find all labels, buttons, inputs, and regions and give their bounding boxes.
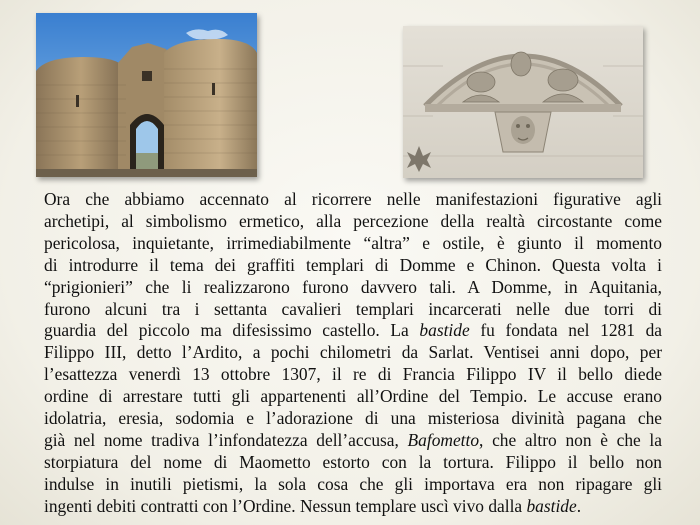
text-line: [44, 299, 662, 321]
text-run: l’esattezza venerdì 13 ottobre 1307, il re di Francia Filippo IV il bello diede: [44, 364, 662, 385]
text-line: [44, 452, 662, 474]
text-line: [44, 430, 662, 452]
templar-relief-photo: [403, 26, 643, 178]
italic-term: Bafometto: [407, 429, 480, 450]
text-run: , che altro non è che la: [479, 429, 662, 450]
text-run: archetipi, al simbolismo ermetico, alla percezione della realtà circostante come: [44, 210, 662, 231]
text-run: indulse in inutili pietismi, la sola cosa che gli importava era non ripagare gli: [44, 473, 662, 494]
italic-term: bastide: [419, 320, 470, 341]
text-run: storpiatura del nome di Maometto estorto con la tortura. Filippo il bello non: [44, 451, 662, 472]
text-line: [44, 364, 662, 386]
text-line: [44, 320, 662, 342]
castle-gate-photo: [36, 13, 257, 177]
text-run: guardia del piccolo ma difesissimo castello. La: [44, 320, 420, 341]
text-line: [44, 408, 662, 430]
text-run: Filippo III, detto l’Ardito, a pochi chilometri da Sarlat. Ventisei anni dopo, per: [44, 342, 662, 363]
body-text: [44, 189, 662, 518]
text-run: già nel nome tradiva l’infondatezza dell’accusa,: [44, 429, 408, 450]
text-run: Ora che abbiamo accennato al ricorrere nelle manifestazioni figurative agli: [44, 189, 662, 209]
text-run: ingenti debiti contratti con l’Ordine. Nessun templare uscì vivo dalla: [44, 495, 527, 516]
text-line: [44, 211, 662, 233]
text-run: “prigionieri” che li realizzarono furono davvero tali. A Domme, in Aquitania,: [44, 276, 662, 297]
text-line: [44, 386, 662, 408]
text-run: .: [576, 495, 582, 516]
text-line: [44, 496, 662, 518]
text-line: [44, 277, 662, 299]
text-line: [44, 474, 662, 496]
text-line: [44, 342, 662, 364]
text-run: fu fondata nel 1281 da: [469, 320, 663, 341]
text-run: furono alcuni tra i settanta cavalieri templari incarcerati nelle due torri di: [44, 298, 662, 319]
text-line: [44, 189, 662, 211]
text-run: di introdurre il tema dei graffiti templari di Domme e Chinon. Questa volta i: [44, 254, 662, 275]
italic-term: bastide: [526, 495, 577, 516]
text-run: ordine di arrestare tutti gli appartenenti all’Ordine del Tempio. Le accuse erano: [44, 386, 662, 407]
text-run: idolatria, eresia, sodomia e l’adorazione di una misteriosa divinità pagana che: [44, 408, 662, 429]
text-line: [44, 255, 662, 277]
text-line: [44, 233, 662, 255]
text-run: pericolosa, inquietante, irrimediabilmente “altra” e ostile, è giunto il momento: [44, 232, 662, 253]
